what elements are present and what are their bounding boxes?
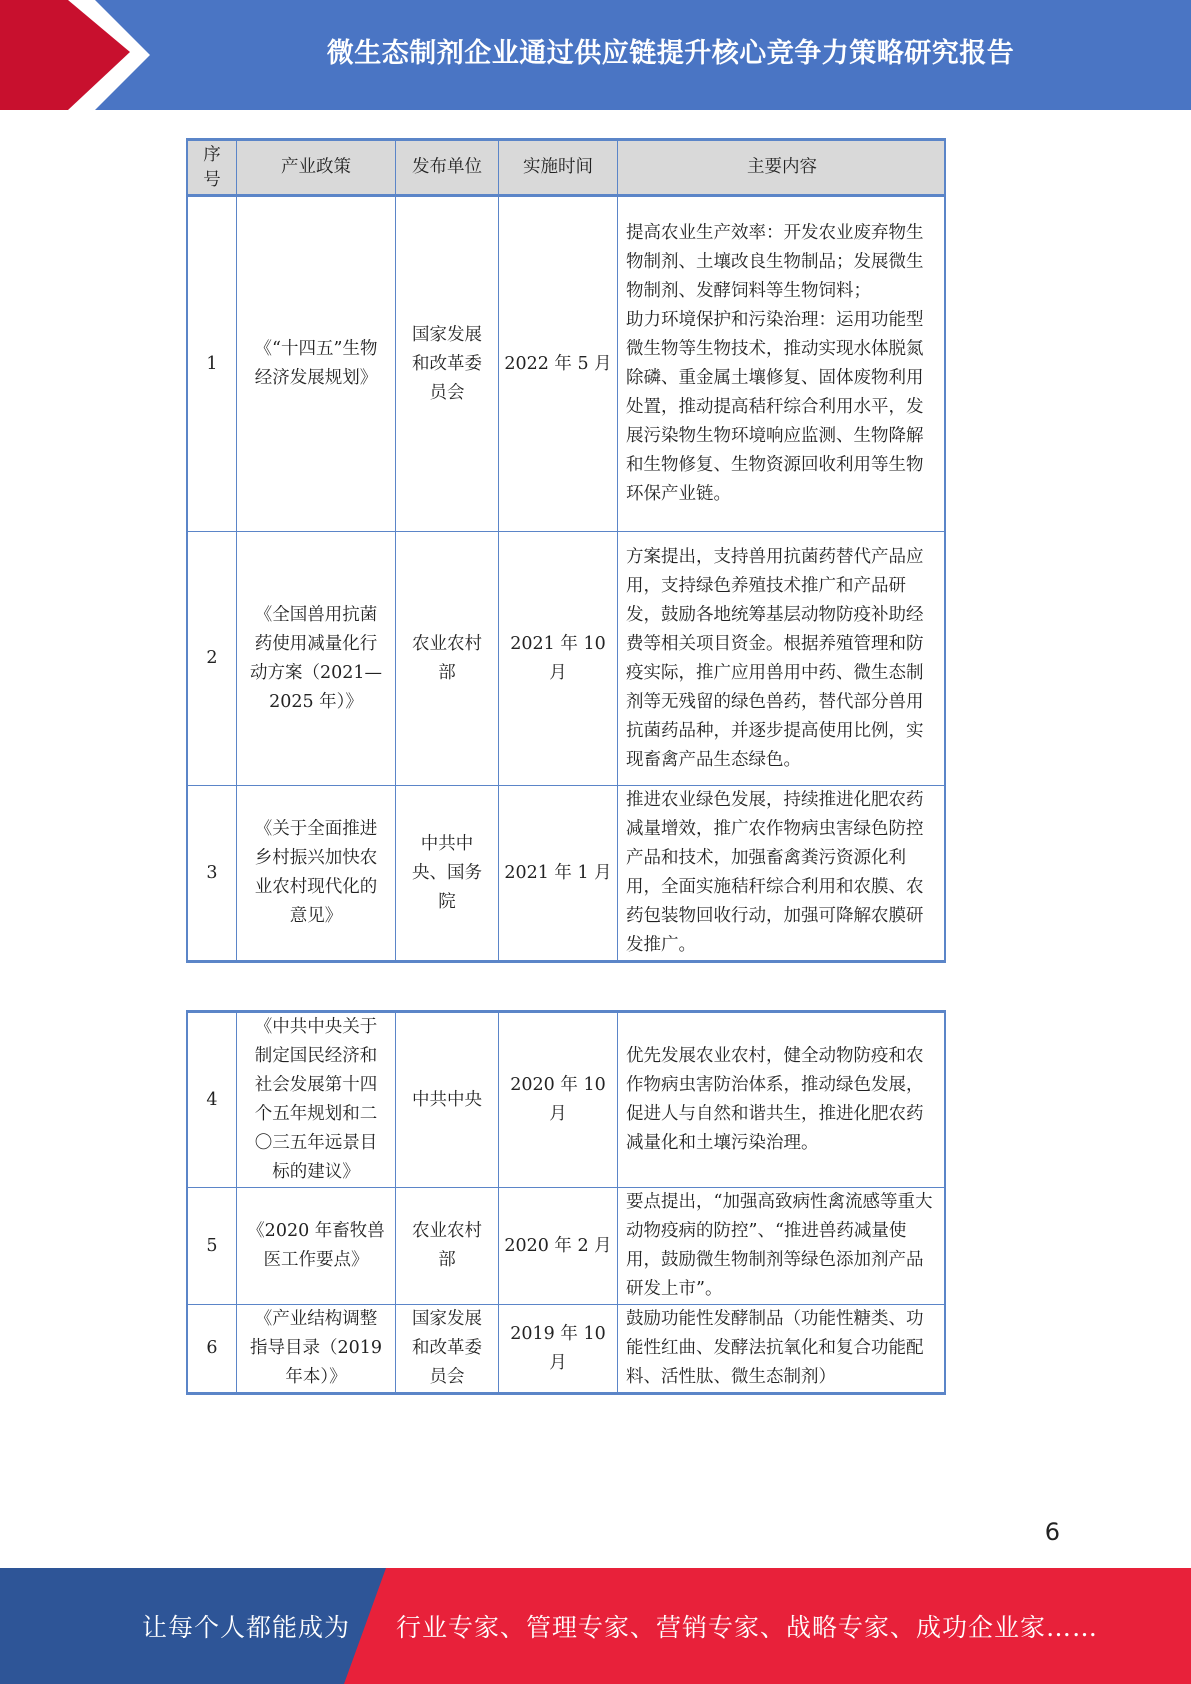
header-policy: 产业政策 (237, 140, 396, 196)
row-issuer: 中共中央 (396, 1012, 499, 1188)
table-header-row (187, 140, 945, 196)
row-date: 2020 年 2 月 (499, 1188, 618, 1305)
row-content: 提高农业生产效率：开发农业废弃物生物制剂、土壤改良生物制品；发展微生物制剂、发酵饲料等生物饲料； 助力环境保护和污染治理：运用功能型微生物等生物技术，推动实现水体脱氮除磷、重金属土壤修复、固体废物利用处置，推动提高秸秆综合利用水平，发展污染物生物环境响应监测、生物降解和生物修复、生物资源回收利用等生物环保产业链。 (618, 196, 946, 532)
row-issuer: 国家发展 和改革委 员会 (396, 196, 499, 532)
header-chevron-icon (0, 0, 150, 110)
row-num: 2 (187, 532, 237, 786)
row-issuer: 农业农村 部 (396, 532, 499, 786)
table-row (187, 786, 945, 962)
row-date: 2022 年 5 月 (499, 196, 618, 532)
table-row (187, 1012, 945, 1188)
row-content: 鼓励功能性发酵制品（功能性糖类、功能性红曲、发酵法抗氧化和复合功能配料、活性肽、微生态制剂） (618, 1305, 946, 1394)
table-row (187, 532, 945, 786)
row-policy: 《“十四五”生物 经济发展规划》 (237, 196, 396, 532)
row-content: 要点提出，“加强高致病性禽流感等重大动物疫病的防控”、“推进兽药减量使用，鼓励微生物制剂等绿色添加剂产品研发上市”。 (618, 1188, 946, 1305)
row-policy: 《产业结构调整 指导目录（2019 年本）》 (237, 1305, 396, 1394)
policy-table-part-1 (186, 138, 946, 963)
row-issuer: 农业农村 部 (396, 1188, 499, 1305)
policy-table-part-2 (186, 1010, 946, 1395)
row-policy: 《2020 年畜牧兽 医工作要点》 (237, 1188, 396, 1305)
header-content: 主要内容 (618, 140, 946, 196)
footer-slogan-left: 让每个人都能成为 (142, 1613, 351, 1642)
report-title: 微生态制剂企业通过供应链提升核心竞争力策略研究报告 (326, 37, 1015, 69)
row-date: 2019 年 10 月 (499, 1305, 618, 1394)
row-num: 3 (187, 786, 237, 962)
row-num: 5 (187, 1188, 237, 1305)
row-num: 6 (187, 1305, 237, 1394)
header-banner (0, 0, 1191, 110)
footer-slogan-right: 行业专家、管理专家、营销专家、战略专家、成功企业家…… (396, 1613, 1099, 1642)
row-num: 4 (187, 1012, 237, 1188)
table-row (187, 1188, 945, 1305)
row-issuer: 国家发展 和改革委 员会 (396, 1305, 499, 1394)
row-content: 方案提出，支持兽用抗菌药替代产品应用，支持绿色养殖技术推广和产品研发，鼓励各地统筹基层动物防疫补助经费等相关项目资金。根据养殖管理和防疫实际，推广应用兽用中药、微生态制剂等无残留的绿色兽药，替代部分兽用抗菌药品种，并逐步提高使用比例，实现畜禽产品生态绿色。 (618, 532, 946, 786)
row-date: 2021 年 1 月 (499, 786, 618, 962)
row-policy: 《中共中央关于 制定国民经济和 社会发展第十四 个五年规划和二 〇三五年远景目 标的建议》 (237, 1012, 396, 1188)
table-row (187, 196, 945, 532)
table-row (187, 1305, 945, 1394)
header-date: 实施时间 (499, 140, 618, 196)
row-issuer: 中共中 央、国务 院 (396, 786, 499, 962)
row-num: 1 (187, 196, 237, 532)
header-num: 序 号 (187, 140, 237, 196)
header-issuer: 发布单位 (396, 140, 499, 196)
page-number: 6 (1044, 1518, 1060, 1546)
row-content: 优先发展农业农村，健全动物防疫和农作物病虫害防治体系，推动绿色发展，促进人与自然和谐共生，推进化肥农药减量化和土壤污染治理。 (618, 1012, 946, 1188)
row-date: 2021 年 10 月 (499, 532, 618, 786)
row-content: 推进农业绿色发展，持续推进化肥农药减量增效，推广农作物病虫害绿色防控产品和技术，加强畜禽粪污资源化利用，全面实施秸秆综合利用和农膜、农药包装物回收行动，加强可降解农膜研发推广。 (618, 786, 946, 962)
row-policy: 《全国兽用抗菌 药使用减量化行 动方案（2021— 2025 年）》 (237, 532, 396, 786)
row-policy: 《关于全面推进 乡村振兴加快农 业农村现代化的 意见》 (237, 786, 396, 962)
footer-banner (0, 1568, 1191, 1684)
row-date: 2020 年 10 月 (499, 1012, 618, 1188)
